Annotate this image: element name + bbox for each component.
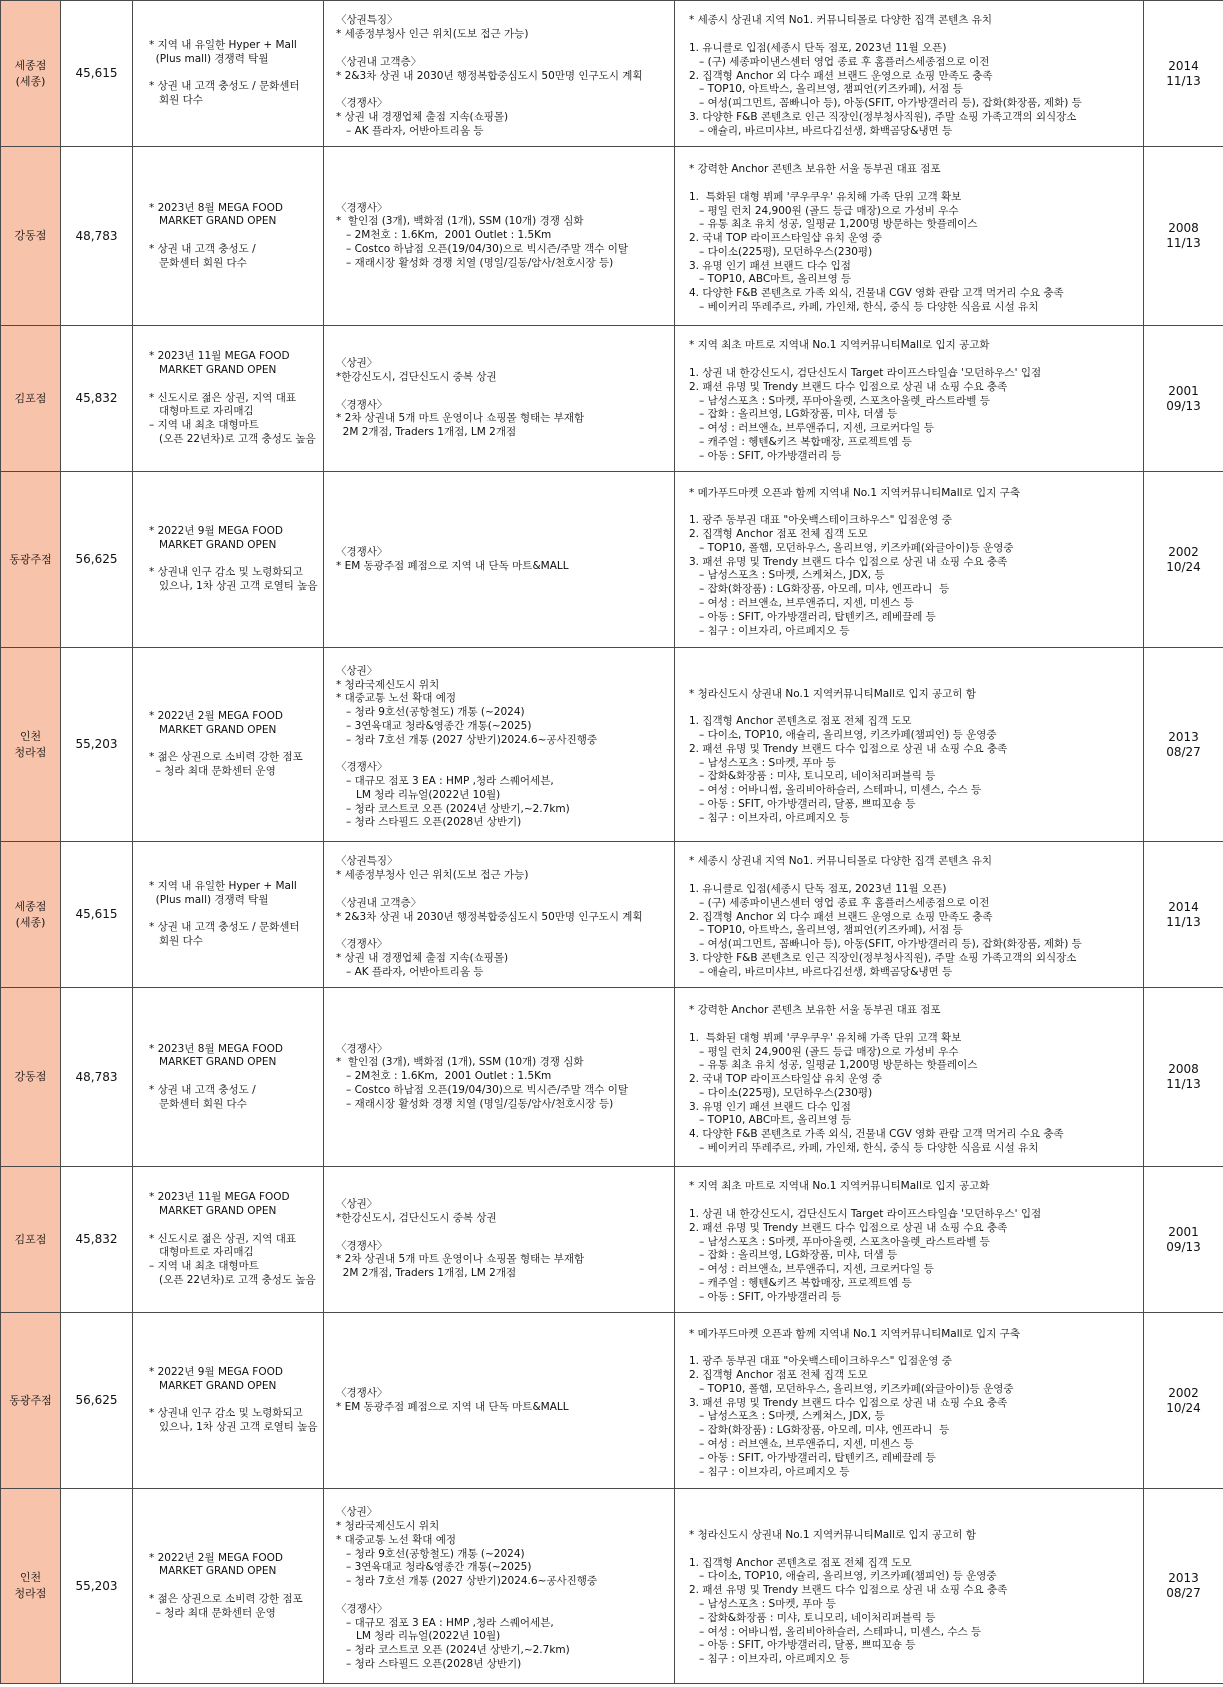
- features-cell: [133, 648, 324, 842]
- store-name: 강동점: [14, 229, 47, 242]
- floor-area: 45,832: [75, 391, 118, 405]
- store-features: * 2023년 8월 MEGA FOOD MARKET GRAND OPEN * 상권 내 고객 충성도 / 문화센터 회원 다수: [149, 1042, 283, 1110]
- store-features: * 2023년 11월 MEGA FOOD MARKET GRAND OPEN * 신도시로 젊은 상권, 지역 대표 대형마트로 자리매김 – 지역 내 최초 대형마트 (오픈 22년차)로 고객 충성도 높음: [149, 350, 316, 445]
- area-cell: [61, 1313, 133, 1489]
- store-details: * 강력한 Anchor 콘텐츠 보유한 서울 동부권 대표 점포 1. 특화된 대형 뷔페 '쿠우쿠우' 유치해 가족 단위 고객 확보 – 평일 런치 24,900원 (골드 등급 매장)으로 가성비 우수 – 유통 최초 유치 성공, 일평균 1,200명 방문하는 핫플레이스 2. 국내 TOP 라이프스타일샵 유치 운영 중 – 다이소(225평), 모던하우스(230평) 3. 유명 인기 패션 브랜드 다수 입점 – TOP10, ABC마트, 올리브영 등 4. 다양한 F&B 콘텐츠로 가족 외식, 건물내 CGV 영화 관람 고객 먹거리 수요 충족 – 베이커리 뚜레주르, 카페, 가인채, 한식, 중식 등 다양한 식음료 시설 유치: [689, 1004, 1064, 1155]
- details-cell: [675, 1167, 1144, 1313]
- store-name: 동광주점: [9, 552, 52, 566]
- market-competition: 〈경쟁사〉 * EM 동광주점 폐점으로 지역 내 단독 마트&MALL: [336, 1386, 569, 1413]
- store-details: * 세종시 상권내 지역 No1. 커뮤니티몰로 다양한 집객 콘텐츠 유치 1. 유니클로 입점(세종시 단독 점포, 2023년 11월 오픈) – (구) 세종파이낸스센터 영업 종료 후 홈플러스세종점으로 이전 2. 집객형 Anchor 외 다수 패션 브랜드 운영으로 쇼핑 만족도 충족 – TOP10, 아트박스, 올리브영, 챔피언(키즈카페), 서점 등 – 여성(피그먼트, 꼼빠니아 등), 아동(SFIT, 아가방갤러리 등), 잡화(화장품, 제화) 등 3. 다양한 F&B 콘텐츠로 인근 직장인(정부청사직원), 주말 쇼핑 가족고객의 외식장소 – 애슐리, 바르미샤브, 바르다김선생, 화백곰당&냉면 등: [689, 14, 1082, 137]
- store-details: * 지역 최초 마트로 지역내 No.1 지역커뮤니티Mall로 입지 공고화 1. 상권 내 한강신도시, 검단신도시 Target 라이프스타일숍 '모던하우스' 입점 2. 패션 유명 및 Trendy 브랜드 다수 입점으로 상권 내 쇼핑 수요 충족 – 남성스포츠 : S마켓, 푸마아울렛, 스포츠아울렛_라스트라벨 등 – 잡화 : 올리브영, LG화장품, 미샤, 더샘 등 – 여성 : 러브앤쇼, 브루앤쥬디, 지센, 크로커다일 등 – 캐주얼 : 헹텐&키즈 복합매장, 프로젝트엠 등 – 아동 : SFIT, 아가방갤러리 등: [689, 1180, 1042, 1303]
- table-row: [1, 1167, 1223, 1313]
- open-date: 2014 11/13: [1166, 899, 1201, 929]
- area-cell: [61, 472, 133, 648]
- open-date-cell: [1144, 1, 1223, 147]
- table-row: [1, 842, 1223, 988]
- area-cell: [61, 842, 133, 988]
- details-cell: [675, 326, 1144, 472]
- competition-cell: [324, 988, 675, 1167]
- table-row: [1, 988, 1223, 1167]
- store-name-cell: [1, 1, 61, 147]
- market-competition: 〈상권〉 * 청라국제신도시 위치 * 대중교통 노선 확대 예정 – 청라 9호선(공항철도) 개통 (~2024) – 3연육대교 청라&영종간 개통(~2025) – 청라 7호선 개통 (2027 상반기)2024.6~공사진행중 〈경쟁사〉 – 대규모 점포 3 EA : HMP ,청라 스퀘어세븐, LM 청라 리뉴얼(2022년 10월) – 청라 코스트코 오픈 (2024년 상반기,~2.7km) – 청라 스타필드 오픈(2028년 상반기): [336, 664, 598, 829]
- store-details: * 청라신도시 상권내 No.1 지역커뮤니티Mall로 입지 공고히 함 1. 집객형 Anchor 콘텐츠로 점포 전체 집객 도모 – 다이소, TOP10, 애슐리, 올리브영, 키즈카페(챔피언) 등 운영중 2. 패션 유명 및 Trendy 브랜드 다수 입점으로 상권 내 쇼핑 수요 충족 – 남성스포츠 : S마켓, 푸마 등 – 잡화&화장품 : 미샤, 토니모리, 네이처리퍼블릭 등 – 여성 : 어바니썸, 올리비아하슬러, 스테파니, 미센스, 수스 등 – 아동 : SFIT, 아가방갤러리, 달퐁, 쁘띠꼬숑 등 – 침구 : 이브자리, 아르페지오 등: [689, 687, 1008, 824]
- table-row: [1, 326, 1223, 472]
- open-date-cell: [1144, 472, 1223, 648]
- store-table-body: [1, 1, 1223, 1684]
- competition-cell: [324, 1, 675, 147]
- floor-area: 45,615: [75, 66, 118, 80]
- open-date: 2008 11/13: [1166, 221, 1201, 250]
- floor-area: 48,783: [75, 1069, 118, 1084]
- competition-cell: [324, 1167, 675, 1313]
- store-name-cell: [1, 1313, 61, 1489]
- store-name-cell: [1, 472, 61, 648]
- competition-cell: [324, 1313, 675, 1489]
- competition-cell: [324, 842, 675, 988]
- store-details: * 강력한 Anchor 콘텐츠 보유한 서울 동부권 대표 점포 1. 특화된 대형 뷔페 '쿠우쿠우' 유치해 가족 단위 고객 확보 – 평일 런치 24,900원 (골드 등급 매장)으로 가성비 우수 – 유통 최초 유치 성공, 일평균 1,200명 방문하는 핫플레이스 2. 국내 TOP 라이프스타일샵 유치 운영 중 – 다이소(225평), 모던하우스(230평) 3. 유명 인기 패션 브랜드 다수 입점 – TOP10, ABC마트, 올리브영 등 4. 다양한 F&B 콘텐츠로 가족 외식, 건물내 CGV 영화 관람 고객 먹거리 수요 충족 – 베이커리 뚜레주르, 카페, 가인채, 한식, 중식 등 다양한 식음료 시설 유치: [689, 163, 1064, 314]
- area-cell: [61, 326, 133, 472]
- floor-area: 56,625: [75, 1393, 118, 1407]
- floor-area: 55,203: [75, 1578, 118, 1593]
- details-cell: [675, 147, 1144, 326]
- market-competition: 〈경쟁사〉 * 할인점 (3개), 백화점 (1개), SSM (10개) 경쟁 심화 – 2M천호 : 1.6Km, 2001 Outlet : 1.5Km – Costco 하남점 오픈(19/04/30)으로 빅시즌/주말 객수 이탈 – 재래시장 활성화 경쟁 치열 (명일/길동/암사/천호시장 등): [336, 1042, 629, 1110]
- store-features: * 지역 내 유일한 Hyper + Mall (Plus mall) 경쟁력 탁월 * 상권 내 고객 충성도 / 문화센터 회원 다수: [149, 880, 300, 948]
- store-name-cell: [1, 648, 61, 842]
- market-competition: 〈경쟁사〉 * EM 동광주점 폐점으로 지역 내 단독 마트&MALL: [336, 545, 569, 572]
- table-row: [1, 147, 1223, 326]
- store-name: 인천 청라점: [14, 729, 47, 759]
- open-date: 2014 11/13: [1166, 58, 1201, 88]
- market-competition: 〈상권〉 *한강신도시, 검단신도시 중복 상권 〈경쟁사〉 * 2차 상권내 5개 마트 운영이나 쇼핑몰 형태는 부재함 2M 2개점, Traders 1개점, LM 2개점: [336, 357, 585, 439]
- market-competition: 〈상권특징〉 * 세종정부청사 인근 위치(도보 접근 가능) 〈상권내 고객층〉 * 2&3차 상권 내 2030년 행정복합중심도시 50만명 인구도시 계획 〈경쟁사〉 * 상권 내 경쟁업체 출점 지속(쇼핑몰) – AK 플라자, 어반아트리움 등: [336, 855, 643, 978]
- area-cell: [61, 147, 133, 326]
- store-name-cell: [1, 1489, 61, 1684]
- market-competition: 〈상권〉 * 청라국제신도시 위치 * 대중교통 노선 확대 예정 – 청라 9호선(공항철도) 개통 (~2024) – 3연육대교 청라&영종간 개통(~2025) – 청라 7호선 개통 (2027 상반기)2024.6~공사진행중 〈경쟁사〉 – 대규모 점포 3 EA : HMP ,청라 스퀘어세븐, LM 청라 리뉴얼(2022년 10월) – 청라 코스트코 오픈 (2024년 상반기,~2.7km) – 청라 스타필드 오픈(2028년 상반기): [336, 1506, 598, 1670]
- market-competition: 〈상권특징〉 * 세종정부청사 인근 위치(도보 접근 가능) 〈상권내 고객층〉 * 2&3차 상권 내 2030년 행정복합중심도시 50만명 인구도시 계획 〈경쟁사〉 * 상권 내 경쟁업체 출점 지속(쇼핑몰) – AK 플라자, 어반아트리움 등: [336, 14, 643, 137]
- details-cell: [675, 988, 1144, 1167]
- features-cell: [133, 147, 324, 326]
- store-name-cell: [1, 147, 61, 326]
- competition-cell: [324, 1489, 675, 1684]
- store-name: 김포점: [14, 391, 47, 405]
- area-cell: [61, 648, 133, 842]
- market-competition: 〈상권〉 *한강신도시, 검단신도시 중복 상권 〈경쟁사〉 * 2차 상권내 5개 마트 운영이나 쇼핑몰 형태는 부재함 2M 2개점, Traders 1개점, LM 2개점: [336, 1198, 585, 1280]
- store-features: * 2022년 2월 MEGA FOOD MARKET GRAND OPEN * 젊은 상권으로 소비력 강한 점포 – 청라 최대 문화센터 운영: [149, 1551, 303, 1619]
- store-name-cell: [1, 988, 61, 1167]
- floor-area: 45,832: [75, 1232, 118, 1246]
- store-details: * 세종시 상권내 지역 No1. 커뮤니티몰로 다양한 집객 콘텐츠 유치 1. 유니클로 입점(세종시 단독 점포, 2023년 11월 오픈) – (구) 세종파이낸스센터 영업 종료 후 홈플러스세종점으로 이전 2. 집객형 Anchor 외 다수 패션 브랜드 운영으로 쇼핑 만족도 충족 – TOP10, 아트박스, 올리브영, 챔피언(키즈카페), 서점 등 – 여성(피그먼트, 꼼빠니아 등), 아동(SFIT, 아가방갤러리 등), 잡화(화장품, 제화) 등 3. 다양한 F&B 콘텐츠로 인근 직장인(정부청사직원), 주말 쇼핑 가족고객의 외식장소 – 애슐리, 바르미샤브, 바르다김선생, 화백곰당&냉면 등: [689, 855, 1082, 978]
- open-date-cell: [1144, 1489, 1223, 1684]
- open-date: 2013 08/27: [1166, 1571, 1201, 1600]
- store-details: * 메가푸드마켓 오픈과 함께 지역내 No.1 지역커뮤니티Mall로 입지 구축 1. 광주 동부권 대표 "아웃백스테이크하우스" 입점운영 중 2. 집객형 Anchor 점포 전체 집객 도모 – TOP10, 폴햄, 모던하우스, 올리브영, 키즈카페(와글아이)등 운영중 3. 패션 유명 및 Trendy 브랜드 다수 입점으로 상권 내 쇼핑 수요 충족 – 남성스포츠 : S마켓, 스케쳐스, JDX, 등 – 잡화(화장품) : LG화장품, 아모레, 미샤, 엔프라니 등 – 여성 : 러브앤쇼, 브루앤쥬디, 지센, 미센스 등 – 아동 : SFIT, 아가방갤러리, 탑텐키즈, 레베끌레 등 – 침구 : 이브자리, 아르페지오 등: [689, 1327, 1020, 1478]
- open-date-cell: [1144, 1167, 1223, 1313]
- open-date-cell: [1144, 147, 1223, 326]
- open-date-cell: [1144, 842, 1223, 988]
- table-row: [1, 1489, 1223, 1684]
- competition-cell: [324, 648, 675, 842]
- store-features: * 지역 내 유일한 Hyper + Mall (Plus mall) 경쟁력 탁월 * 상권 내 고객 충성도 / 문화센터 회원 다수: [149, 39, 300, 107]
- table-row: [1, 1, 1223, 147]
- store-features: * 2022년 2월 MEGA FOOD MARKET GRAND OPEN * 젊은 상권으로 소비력 강한 점포 – 청라 최대 문화센터 운영: [149, 710, 303, 778]
- store-details: * 지역 최초 마트로 지역내 No.1 지역커뮤니티Mall로 입지 공고화 1. 상권 내 한강신도시, 검단신도시 Target 라이프스타일숍 '모던하우스' 입점 2. 패션 유명 및 Trendy 브랜드 다수 입점으로 상권 내 쇼핑 수요 충족 – 남성스포츠 : S마켓, 푸마아울렛, 스포츠아울렛_라스트라벨 등 – 잡화 : 올리브영, LG화장품, 미샤, 더샘 등 – 여성 : 러브앤쇼, 브루앤쥬디, 지센, 크로커다일 등 – 캐주얼 : 헹텐&키즈 복합매장, 프로젝트엠 등 – 아동 : SFIT, 아가방갤러리 등: [689, 339, 1042, 462]
- store-name: 동광주점: [9, 1393, 52, 1407]
- open-date: 2001 09/13: [1166, 1224, 1201, 1254]
- store-name-cell: [1, 842, 61, 988]
- store-name-cell: [1, 326, 61, 472]
- store-name: 강동점: [14, 1070, 47, 1083]
- features-cell: [133, 1489, 324, 1684]
- store-features: * 2023년 11월 MEGA FOOD MARKET GRAND OPEN * 신도시로 젊은 상권, 지역 대표 대형마트로 자리매김 – 지역 내 최초 대형마트 (오픈 22년차)로 고객 충성도 높음: [149, 1191, 316, 1286]
- store-features: * 2022년 9월 MEGA FOOD MARKET GRAND OPEN * 상권내 인구 감소 및 노령화되고 있으나, 1차 상권 고객 로열티 높음: [149, 525, 318, 593]
- features-cell: [133, 1313, 324, 1489]
- features-cell: [133, 1, 324, 147]
- features-cell: [133, 842, 324, 988]
- store-features: * 2022년 9월 MEGA FOOD MARKET GRAND OPEN * 상권내 인구 감소 및 노령화되고 있으나, 1차 상권 고객 로열티 높음: [149, 1366, 318, 1434]
- details-cell: [675, 1, 1144, 147]
- competition-cell: [324, 326, 675, 472]
- competition-cell: [324, 147, 675, 326]
- open-date-cell: [1144, 988, 1223, 1167]
- open-date: 2001 09/13: [1166, 383, 1201, 413]
- area-cell: [61, 1, 133, 147]
- floor-area: 56,625: [75, 552, 118, 566]
- details-cell: [675, 472, 1144, 648]
- store-details: * 메가푸드마켓 오픈과 함께 지역내 No.1 지역커뮤니티Mall로 입지 구축 1. 광주 동부권 대표 "아웃백스테이크하우스" 입점운영 중 2. 집객형 Anchor 점포 전체 집객 도모 – TOP10, 폴햄, 모던하우스, 올리브영, 키즈카페(와글아이)등 운영중 3. 패션 유명 및 Trendy 브랜드 다수 입점으로 상권 내 쇼핑 수요 충족 – 남성스포츠 : S마켓, 스케쳐스, JDX, 등 – 잡화(화장품) : LG화장품, 아모레, 미샤, 엔프라니 등 – 여성 : 러브앤쇼, 브루앤쥬디, 지센, 미센스 등 – 아동 : SFIT, 아가방갤러리, 탑텐키즈, 레베끌레 등 – 침구 : 이브자리, 아르페지오 등: [689, 486, 1020, 637]
- open-date: 2013 08/27: [1166, 729, 1201, 759]
- store-name: 인천 청라점: [14, 1571, 47, 1600]
- store-details: * 청라신도시 상권내 No.1 지역커뮤니티Mall로 입지 공고히 함 1. 집객형 Anchor 콘텐츠로 점포 전체 집객 도모 – 다이소, TOP10, 애슐리, 올리브영, 키즈카페(챔피언) 등 운영중 2. 패션 유명 및 Trendy 브랜드 다수 입점으로 상권 내 쇼핑 수요 충족 – 남성스포츠 : S마켓, 푸마 등 – 잡화&화장품 : 미샤, 토니모리, 네이처리퍼블릭 등 – 여성 : 어바니썸, 올리비아하슬러, 스테파니, 미센스, 수스 등 – 아동 : SFIT, 아가방갤러리, 달퐁, 쁘띠꼬숑 등 – 침구 : 이브자리, 아르페지오 등: [689, 1529, 1008, 1666]
- store-features: * 2023년 8월 MEGA FOOD MARKET GRAND OPEN * 상권 내 고객 충성도 / 문화센터 회원 다수: [149, 201, 283, 269]
- table-row: [1, 1313, 1223, 1489]
- open-date: 2002 10/24: [1166, 1385, 1201, 1415]
- floor-area: 48,783: [75, 228, 118, 243]
- details-cell: [675, 842, 1144, 988]
- features-cell: [133, 1167, 324, 1313]
- features-cell: [133, 472, 324, 648]
- market-competition: 〈경쟁사〉 * 할인점 (3개), 백화점 (1개), SSM (10개) 경쟁 심화 – 2M천호 : 1.6Km, 2001 Outlet : 1.5Km – Costco 하남점 오픈(19/04/30)으로 빅시즌/주말 객수 이탈 – 재래시장 활성화 경쟁 치열 (명일/길동/암사/천호시장 등): [336, 201, 629, 269]
- area-cell: [61, 1489, 133, 1684]
- details-cell: [675, 1489, 1144, 1684]
- floor-area: 55,203: [75, 737, 118, 751]
- features-cell: [133, 326, 324, 472]
- store-name: 김포점: [14, 1232, 47, 1246]
- details-cell: [675, 1313, 1144, 1489]
- open-date-cell: [1144, 648, 1223, 842]
- store-name-cell: [1, 1167, 61, 1313]
- store-name: 세종점 (세종): [14, 58, 47, 88]
- open-date: 2008 11/13: [1166, 1062, 1201, 1091]
- features-cell: [133, 988, 324, 1167]
- store-name: 세종점 (세종): [14, 899, 47, 929]
- area-cell: [61, 1167, 133, 1313]
- floor-area: 45,615: [75, 907, 118, 921]
- competition-cell: [324, 472, 675, 648]
- open-date-cell: [1144, 1313, 1223, 1489]
- table-row: [1, 648, 1223, 842]
- table-row: [1, 472, 1223, 648]
- area-cell: [61, 988, 133, 1167]
- details-cell: [675, 648, 1144, 842]
- open-date-cell: [1144, 326, 1223, 472]
- open-date: 2002 10/24: [1166, 544, 1201, 574]
